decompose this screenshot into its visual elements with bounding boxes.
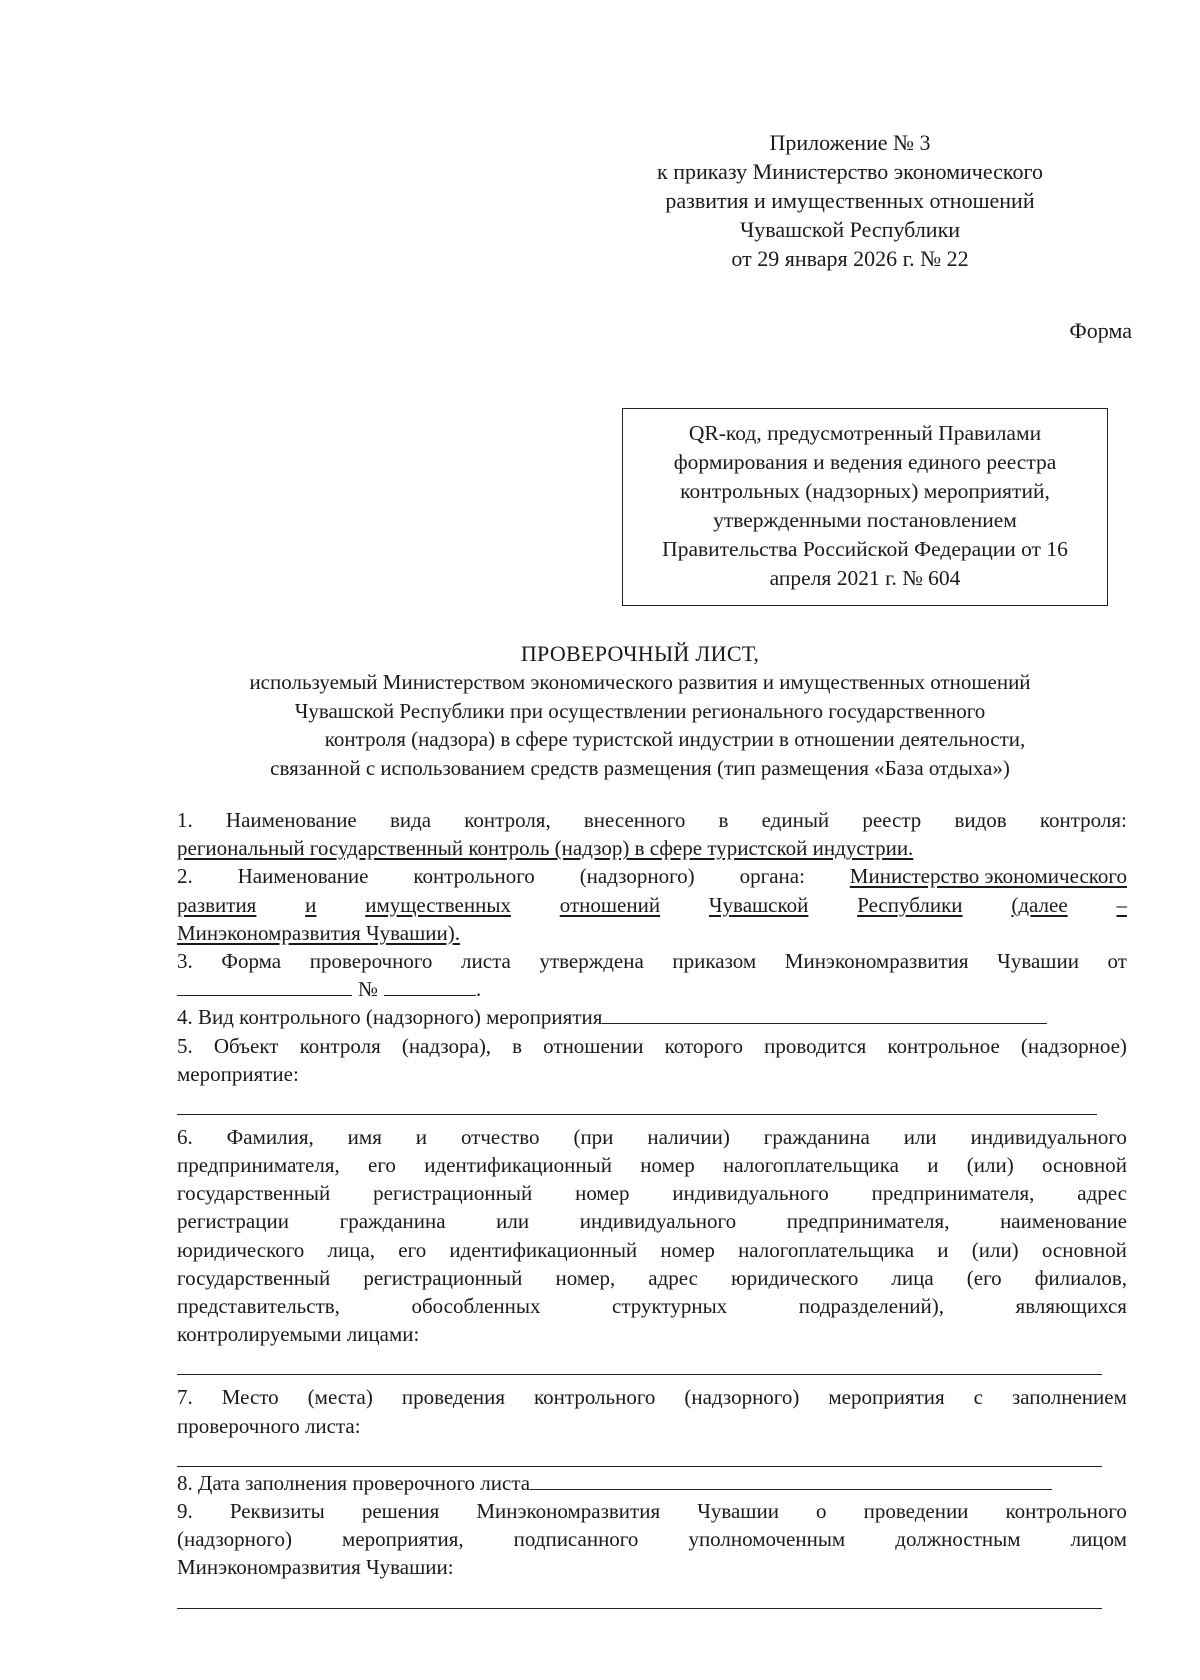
word: уполномоченным [688, 1527, 846, 1552]
word: (при [573, 1124, 614, 1149]
word: (надзора), [401, 1033, 492, 1058]
subtitle-line: связанной с использованием средств размещения (тип размещения «База отдыха») [270, 755, 1010, 780]
word: Реквизиты [229, 1498, 325, 1523]
qr-code-box [622, 408, 1108, 606]
authority-value-word: Республики [857, 892, 963, 917]
item-5-line [177, 1032, 1127, 1060]
event-type-field[interactable] [602, 1003, 1047, 1024]
word: в [718, 808, 729, 832]
word: и [927, 1153, 939, 1178]
item-6-end: контролируемыми лицами: [177, 1322, 420, 1347]
item-1-value-line [177, 834, 1127, 862]
control-object-field[interactable] [177, 1088, 1097, 1115]
word: приказом [672, 948, 757, 973]
word: Фамилия, [226, 1124, 314, 1149]
word: 1. [177, 808, 193, 832]
word: решения [361, 1498, 440, 1523]
subtitle-line: используемый Министерством экономического развития и имущественных отношений [249, 670, 1031, 694]
word: контрольное [887, 1033, 1000, 1058]
word: лица [891, 1265, 934, 1290]
word: лица, [327, 1237, 376, 1262]
item-7-line [177, 1383, 1127, 1411]
item-5-end: мероприятие: [177, 1061, 299, 1086]
word: которого [664, 1033, 743, 1058]
authority-value-end: Минэкономразвития Чувашии). [177, 920, 461, 945]
word: контроля, [464, 808, 551, 832]
authority-value-word: развития [177, 892, 257, 917]
word: 3. [177, 948, 193, 973]
item-4-label: 4. Вид контрольного (надзорного) мероприятия [177, 1005, 603, 1030]
word: Форма [221, 948, 282, 973]
authority-value-word: имущественных [365, 892, 511, 917]
word: основной [1041, 1237, 1127, 1262]
word: номер [575, 1181, 630, 1206]
word: 2. [177, 864, 193, 889]
word: предпринимателя, [871, 1181, 1035, 1206]
item-2-value-end-line [177, 919, 1127, 947]
word: регистрационный [373, 1181, 533, 1206]
word: и [415, 1124, 428, 1149]
item-5-end-line [177, 1060, 1127, 1088]
word: (места) [307, 1385, 373, 1410]
subtitle-line: контроля (надзора) в сфере туристской индустрии в отношении деятельности, [324, 727, 1026, 751]
word: реестр [862, 808, 922, 832]
word: Наименование [237, 864, 369, 889]
word: (его [966, 1265, 1002, 1290]
word: индивидуального [672, 1181, 829, 1206]
item-6-line [177, 1207, 1127, 1235]
word: его [368, 1153, 396, 1178]
word: налогоплательщика [738, 1237, 915, 1262]
event-place-field[interactable] [177, 1440, 1102, 1467]
authority-value-word: Чувашской [708, 892, 809, 917]
authority-value-word: – [1116, 892, 1127, 917]
word: индивидуального [579, 1209, 737, 1234]
word: регистрационный [363, 1265, 523, 1290]
item-2-value-line [177, 891, 1127, 919]
word: проведения [401, 1385, 506, 1410]
word: предпринимателя, [177, 1153, 340, 1178]
word: адрес [648, 1265, 698, 1290]
form-label: Форма [1069, 318, 1132, 343]
word: наличии) [647, 1124, 730, 1149]
item-4-line [177, 1003, 1127, 1031]
word: органа: [739, 864, 805, 889]
word: проведении [863, 1498, 969, 1523]
word: заполнением [1011, 1385, 1127, 1410]
word: Минэкономразвития [784, 948, 969, 973]
word: предпринимателя, [786, 1209, 950, 1234]
item-6-line [177, 1292, 1127, 1320]
word: государственный [177, 1265, 331, 1290]
word: вида [389, 808, 432, 832]
word: юридического [177, 1237, 305, 1262]
word: контроля: [1039, 808, 1127, 832]
checklist-items [177, 806, 1127, 1609]
controlled-person-field[interactable] [177, 1348, 1102, 1375]
word: (надзорного) [579, 864, 695, 889]
document-title [120, 640, 1160, 668]
word: Минэкономразвития [476, 1498, 661, 1523]
item-1-line [177, 806, 1127, 834]
word: Чувашии [697, 1498, 779, 1523]
item-6-line [177, 1264, 1127, 1292]
word: листа [461, 948, 511, 973]
word: проводится [764, 1033, 867, 1058]
title-main: ПРОВЕРОЧНЫЙ ЛИСТ, [520, 641, 760, 666]
word: юридического [731, 1265, 859, 1290]
appendix-line: от 29 января 2026 г. № 22 [731, 246, 969, 271]
item-6-line [177, 1151, 1127, 1179]
word: видов [954, 808, 1007, 832]
fill-date-field[interactable] [530, 1469, 1052, 1490]
control-type-value: региональный государственный контроль (надзор) в сфере туристской индустрии. [177, 836, 914, 861]
word: или [903, 1124, 937, 1149]
approval-date-field[interactable] [177, 975, 352, 996]
word: должностным [895, 1527, 1021, 1552]
word: (или) [966, 1153, 1014, 1178]
word: в [512, 1033, 523, 1058]
word: единый [761, 808, 830, 832]
word: номер, [555, 1265, 616, 1290]
word: его [398, 1237, 427, 1262]
item-8-line [177, 1469, 1127, 1497]
word: гражданина [339, 1209, 446, 1234]
word: индивидуального [970, 1124, 1127, 1149]
word: структурных [612, 1294, 728, 1318]
word: наименование [1000, 1209, 1127, 1234]
qr-box-line: формирования и ведения единого реестра [673, 450, 1057, 474]
word: с [973, 1385, 983, 1410]
item-9-line [177, 1497, 1127, 1525]
decision-details-field[interactable] [177, 1582, 1102, 1609]
document-subtitle [120, 668, 1160, 782]
word: и [937, 1237, 949, 1262]
authority-value-word: (далее [1011, 892, 1068, 917]
item-9-end-line [177, 1553, 1127, 1581]
word: Объект [213, 1033, 279, 1058]
word: (или) [971, 1237, 1019, 1262]
appendix-line: развития и имущественных отношений [665, 188, 1035, 213]
word: лицом [1070, 1527, 1127, 1552]
qr-box-line: утвержденными постановлением [713, 508, 1017, 532]
word: обособленных [411, 1294, 541, 1318]
word: отчество [460, 1124, 540, 1149]
word: Наименование [225, 808, 357, 832]
appendix-line: Приложение № 3 [769, 130, 931, 155]
word: номер [660, 1237, 715, 1262]
word: налогоплательщика [722, 1153, 899, 1178]
qr-box-line: QR-код, предусмотренный Правилами [688, 421, 1042, 445]
word: контрольного [1005, 1498, 1127, 1523]
qr-box-line: контрольных (надзорных) мероприятий, [680, 479, 1050, 503]
appendix-line: к приказу Министерство экономического [657, 159, 1043, 184]
subtitle-line: Чувашской Республики при осуществлении регионального государственного [294, 698, 986, 723]
word: подписанного [513, 1527, 639, 1552]
qr-box-line: апреля 2021 г. № 604 [769, 566, 961, 590]
word: 5. [177, 1033, 193, 1058]
item-9-line-2 [177, 1525, 1127, 1553]
word: идентификационный [449, 1237, 638, 1262]
number-sign: № [358, 977, 379, 1002]
word: контрольного [534, 1385, 656, 1410]
word: регистрации [177, 1209, 289, 1234]
item-6-line [177, 1236, 1127, 1264]
word: номер [640, 1153, 695, 1178]
item-9-end: Минэкономразвития Чувашии: [177, 1555, 454, 1580]
word: 9. [177, 1498, 193, 1523]
word: (надзорное) [1020, 1033, 1127, 1058]
authority-value-word: отношений [559, 892, 661, 917]
word: мероприятия, [342, 1527, 464, 1552]
word: основной [1042, 1153, 1127, 1178]
word: контроля [299, 1033, 381, 1058]
word: (надзорного) [684, 1385, 800, 1410]
word: представительств, [177, 1294, 340, 1318]
word: или [496, 1209, 530, 1234]
word: 7. [177, 1385, 193, 1410]
authority-value-word: и [305, 892, 317, 917]
item-6-line [177, 1179, 1127, 1207]
word: мероприятия [828, 1385, 945, 1410]
word: проверочного [309, 948, 433, 973]
word: утверждена [539, 948, 644, 973]
word: адрес [1077, 1181, 1127, 1206]
item-7-end-line [177, 1412, 1127, 1440]
word: о [816, 1498, 827, 1523]
word: идентификационный [424, 1153, 612, 1178]
appendix-header [580, 128, 1120, 273]
word: подразделений), [798, 1294, 945, 1318]
approval-number-field[interactable] [384, 975, 476, 996]
word: филиалов, [1034, 1265, 1127, 1290]
word: отношении [543, 1033, 644, 1058]
word: внесенного [583, 808, 686, 832]
item-3-line [177, 947, 1127, 975]
word: контрольного [413, 864, 535, 889]
word: Место [221, 1385, 279, 1410]
appendix-line: Чувашской Республики [739, 217, 961, 242]
item-7-end: проверочного листа: [177, 1413, 361, 1438]
item-3-blank-line: № . [177, 975, 1127, 1003]
word: (надзорного) [177, 1527, 292, 1552]
word: от [1107, 948, 1127, 973]
item-2-line [177, 862, 1127, 890]
item-6-block [177, 1123, 1127, 1320]
item-6-line [177, 1123, 1127, 1151]
word: Чувашии [997, 948, 1079, 973]
word: имя [347, 1124, 382, 1149]
item-6-end-line [177, 1320, 1127, 1348]
item-8-label: 8. Дата заполнения проверочного листа [177, 1470, 531, 1495]
word: являющихся [1015, 1294, 1127, 1318]
word: 6. [177, 1124, 193, 1149]
authority-value-start: Министерство экономического [849, 864, 1127, 889]
word: гражданина [763, 1124, 870, 1149]
qr-box-line: Правительства Российской Федерации от 16 [662, 537, 1068, 561]
word: государственный [177, 1181, 331, 1206]
